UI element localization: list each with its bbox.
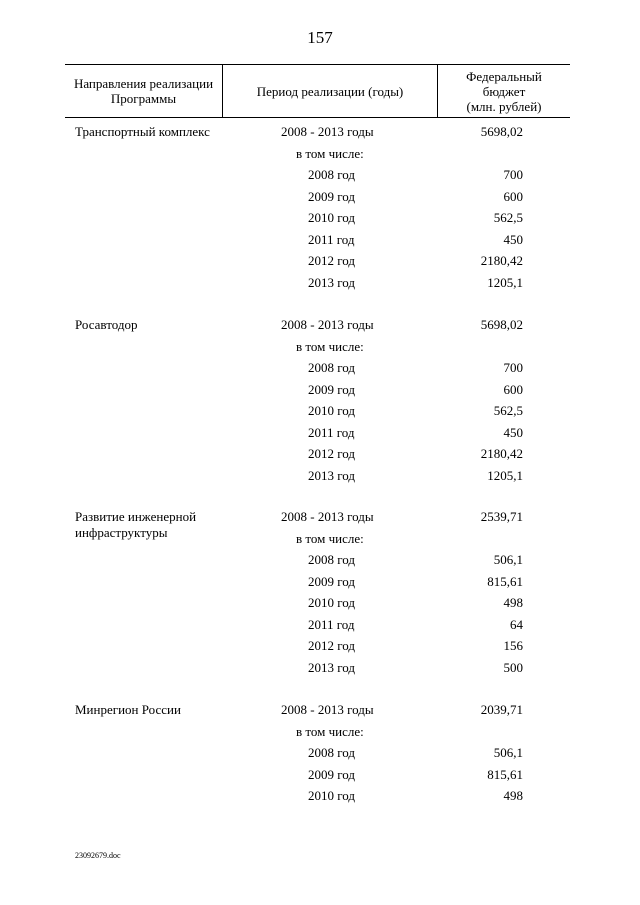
period-cell: 2008 - 2013 годы bbox=[281, 509, 374, 524]
budget-value-cell: 506,1 bbox=[493, 552, 523, 567]
period-row bbox=[0, 146, 640, 167]
period-row bbox=[0, 124, 640, 145]
period-cell: 2008 год bbox=[308, 552, 355, 567]
budget-value-cell: 64 bbox=[510, 616, 523, 632]
page-number: 157 bbox=[307, 28, 333, 47]
program-direction-name: Минрегион России bbox=[75, 702, 181, 717]
budget-value-cell: 5698,02 bbox=[480, 317, 523, 332]
period-cell: 2008 год bbox=[308, 745, 355, 760]
period-cell: 2012 год bbox=[308, 446, 355, 461]
budget-value-cell: 562,5 bbox=[493, 210, 523, 225]
period-cell: в том числе: bbox=[296, 338, 364, 354]
program-direction-name: Росавтодор bbox=[75, 317, 138, 332]
program-direction-name: Развитие инженерной инфраструктуры bbox=[75, 509, 197, 540]
period-row bbox=[0, 617, 640, 638]
period-row bbox=[0, 360, 640, 381]
period-row bbox=[0, 724, 640, 745]
budget-value-cell: 498 bbox=[503, 595, 523, 610]
budget-value-cell: 506,1 bbox=[493, 745, 523, 760]
period-row bbox=[0, 275, 640, 296]
period-row bbox=[0, 574, 640, 595]
budget-value-cell: 1205,1 bbox=[487, 274, 523, 290]
budget-value-cell: 700 bbox=[503, 360, 523, 375]
budget-value-cell: 600 bbox=[503, 188, 523, 204]
budget-value-cell: 815,61 bbox=[487, 766, 523, 782]
period-row bbox=[0, 210, 640, 231]
period-row bbox=[0, 232, 640, 253]
period-cell: 2013 год bbox=[308, 467, 355, 483]
period-row bbox=[0, 339, 640, 360]
header-period: Период реализации (годы) bbox=[256, 83, 404, 99]
period-cell: 2011 год bbox=[308, 616, 355, 632]
period-row bbox=[0, 660, 640, 681]
header-bottom-rule bbox=[65, 117, 570, 118]
period-cell: 2008 - 2013 годы bbox=[281, 317, 374, 332]
period-row bbox=[0, 382, 640, 403]
period-row bbox=[0, 638, 640, 659]
period-cell: 2010 год bbox=[308, 210, 355, 225]
budget-value-cell: 815,61 bbox=[487, 573, 523, 589]
period-row bbox=[0, 468, 640, 489]
budget-value-cell: 450 bbox=[503, 424, 523, 440]
period-cell: 2009 год bbox=[308, 766, 355, 782]
period-cell: 2013 год bbox=[308, 659, 355, 675]
period-row bbox=[0, 595, 640, 616]
budget-value-cell: 5698,02 bbox=[480, 124, 523, 139]
period-cell: 2013 год bbox=[308, 274, 355, 290]
budget-value-cell: 500 bbox=[503, 659, 523, 675]
period-row bbox=[0, 189, 640, 210]
period-cell: 2012 год bbox=[308, 253, 355, 268]
header-directions: Направления реализации Программы bbox=[73, 76, 214, 106]
period-cell: 2008 - 2013 годы bbox=[281, 124, 374, 139]
period-cell: 2010 год bbox=[308, 403, 355, 418]
period-row bbox=[0, 403, 640, 424]
period-row bbox=[0, 167, 640, 188]
period-row bbox=[0, 552, 640, 573]
period-row bbox=[0, 253, 640, 274]
budget-value-cell: 2039,71 bbox=[480, 702, 523, 717]
program-direction-name: Транспортный комплекс bbox=[75, 124, 210, 139]
budget-value-cell: 600 bbox=[503, 381, 523, 397]
budget-value-cell: 2539,71 bbox=[480, 509, 523, 524]
period-row bbox=[0, 788, 640, 809]
period-row bbox=[0, 425, 640, 446]
budget-value-cell: 700 bbox=[503, 167, 523, 182]
period-cell: 2010 год bbox=[308, 788, 355, 803]
budget-value-cell: 450 bbox=[503, 231, 523, 247]
period-cell: 2008 год bbox=[308, 360, 355, 375]
period-row bbox=[0, 531, 640, 552]
period-cell: 2009 год bbox=[308, 188, 355, 204]
period-cell: 2008 год bbox=[308, 167, 355, 182]
period-row bbox=[0, 509, 640, 530]
period-row bbox=[0, 702, 640, 723]
period-row bbox=[0, 446, 640, 467]
period-cell: 2009 год bbox=[308, 381, 355, 397]
period-cell: 2009 год bbox=[308, 573, 355, 589]
budget-value-cell: 498 bbox=[503, 788, 523, 803]
budget-value-cell: 2180,42 bbox=[480, 253, 523, 268]
budget-value-cell: 562,5 bbox=[493, 403, 523, 418]
period-cell: 2012 год bbox=[308, 638, 355, 653]
period-cell: в том числе: bbox=[296, 145, 364, 161]
period-row bbox=[0, 745, 640, 766]
document-filename: 23092679.doc bbox=[75, 851, 121, 860]
budget-value-cell: 156 bbox=[503, 638, 523, 653]
period-row bbox=[0, 767, 640, 788]
period-cell: 2010 год bbox=[308, 595, 355, 610]
period-cell: 2011 год bbox=[308, 424, 355, 440]
period-cell: в том числе: bbox=[296, 530, 364, 546]
period-cell: 2011 год bbox=[308, 231, 355, 247]
period-row bbox=[0, 317, 640, 338]
budget-value-cell: 2180,42 bbox=[480, 446, 523, 461]
budget-value-cell: 1205,1 bbox=[487, 467, 523, 483]
period-cell: 2008 - 2013 годы bbox=[281, 702, 374, 717]
header-federal-budget: Федеральный бюджет (млн. рублей) bbox=[466, 68, 542, 114]
period-cell: в том числе: bbox=[296, 723, 364, 739]
